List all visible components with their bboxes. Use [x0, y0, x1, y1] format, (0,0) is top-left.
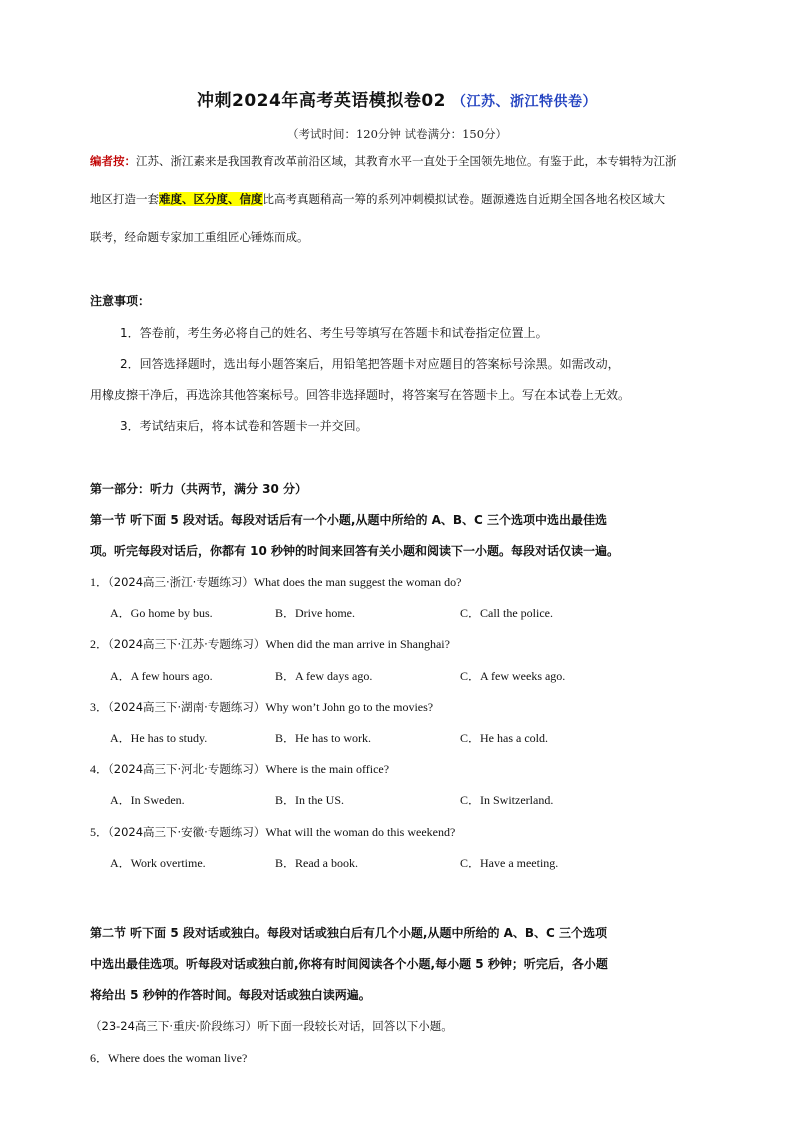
document-title: [0, 86, 794, 111]
exam-info: （考试时间：120分钟 试卷满分：150分）: [286, 127, 508, 141]
editor-note-line-2: [90, 190, 665, 208]
question-source: （2024高三下·安徽·专题练习）: [108, 825, 266, 839]
question-source: （2024高三下·江苏·专题练习）: [108, 637, 266, 651]
editor-note-highlight: 难度、区分度、信度: [159, 192, 263, 206]
question-source: （23-24高三下·重庆·阶段练习）听下面一段较长对话，回答以下小题。: [90, 1019, 453, 1033]
q3-option-a: A．He has to study.: [110, 731, 208, 745]
editor-note: [90, 152, 710, 252]
q1-option-c: C．Call the police.: [460, 606, 553, 620]
editor-note-text-2b: 比高考真题稍高一筹的系列冲刺模拟试卷。题源遴选自近期全国各地名校区域大: [262, 192, 665, 206]
editor-note-text-1: 江苏、浙江素来是我国教育改革前沿区域，其教育水平一直处于全国领先地位。有鉴于此，本专辑特为江浙: [136, 154, 677, 168]
part1-title: 第一部分：听力（共两节，满分 30 分）: [90, 482, 308, 496]
question-text: Where is the main office?: [265, 762, 390, 776]
question-number: 3．: [90, 700, 109, 714]
question-3: [90, 698, 433, 715]
question-source: （2024高三·浙江·专题练习）: [108, 575, 254, 589]
editor-note-line-1: [90, 152, 677, 170]
section1-instr-1: 第一节 听下面 5 段对话。每段对话后有一个小题,从题中所给的 A、B、C 三个选项中选出最佳选: [90, 513, 608, 527]
section2-instr-2: 中选出最佳选项。听每段对话或独白前,你将有时间阅读各个小题,每小题 5 秒钟；听完后，各小题: [90, 957, 608, 971]
question-1: [90, 573, 461, 590]
question-number: 2．: [90, 637, 109, 651]
question-number: 1．: [90, 575, 109, 589]
q1-option-b: B．Drive home.: [275, 606, 355, 620]
question-4: [90, 760, 389, 777]
q3-option-b: B．He has to work.: [275, 731, 371, 745]
title-main: 冲刺2024年高考英语模拟卷02: [197, 91, 446, 111]
question-2: [90, 635, 450, 652]
q2-option-b: B．A few days ago.: [275, 669, 373, 683]
question-text: What will the woman do this weekend?: [265, 825, 456, 839]
q5-option-a: A．Work overtime.: [110, 856, 206, 870]
note-item-1: 1．答卷前，考生务必将自己的姓名、考生号等填写在答题卡和试卷指定位置上。: [120, 326, 548, 340]
editor-note-line-3: 联考，经命题专家加工重组匠心锤炼而成。: [90, 230, 309, 244]
q4-option-b: B．In the US.: [275, 793, 345, 807]
editor-note-label: 编者按：: [90, 154, 136, 168]
question-text: When did the man arrive in Shanghai?: [265, 637, 450, 651]
notes-title: 注意事项：: [90, 294, 151, 308]
question-source: （2024高三下·河北·专题练习）: [108, 762, 266, 776]
title-subtitle: （江苏、浙江特供卷）: [451, 94, 597, 110]
section2-instr-1: 第二节 听下面 5 段对话或独白。每段对话或独白后有几个小题,从题中所给的 A、B、C 三个选项: [90, 926, 608, 940]
note-item-2b: 用橡皮擦干净后，再选涂其他答案标号。回答非选择题时，将答案写在答题卡上。写在本试卷上无效。: [90, 388, 631, 402]
note-item-3: 3．考试结束后，将本试卷和答题卡一并交回。: [120, 419, 368, 433]
q4-option-c: C．In Switzerland.: [460, 793, 554, 807]
q3-option-c: C．He has a cold.: [460, 731, 548, 745]
question-number: 4．: [90, 762, 109, 776]
question-5: [90, 823, 455, 840]
q5-option-b: B．Read a book.: [275, 856, 358, 870]
section2-instr-3: 将给出 5 秒钟的作答时间。每段对话或独白读两遍。: [90, 988, 371, 1002]
editor-note-text-2a: 地区打造一套: [90, 192, 159, 206]
section1-instr-2: 项。听完每段对话后，你都有 10 秒钟的时间来回答有关小题和阅读下一小题。每段对话仅读一遍。: [90, 544, 620, 558]
question-text: What does the man suggest the woman do?: [253, 575, 462, 589]
question-number: 5．: [90, 825, 109, 839]
q4-option-a: A．In Sweden.: [110, 793, 185, 807]
section2-source: [90, 1018, 453, 1034]
question-text: Why won’t John go to the movies?: [265, 700, 434, 714]
q2-option-c: C．A few weeks ago.: [460, 669, 566, 683]
q5-option-c: C．Have a meeting.: [460, 856, 559, 870]
note-item-2a: 2．回答选择题时，选出每小题答案后，用铅笔把答题卡对应题目的答案标号涂黑。如需改动，: [120, 357, 620, 371]
q1-option-a: A．Go home by bus.: [110, 606, 213, 620]
question-6: 6．Where does the woman live?: [90, 1051, 248, 1065]
q2-option-a: A．A few hours ago.: [110, 669, 213, 683]
question-source: （2024高三下·湖南·专题练习）: [108, 700, 266, 714]
